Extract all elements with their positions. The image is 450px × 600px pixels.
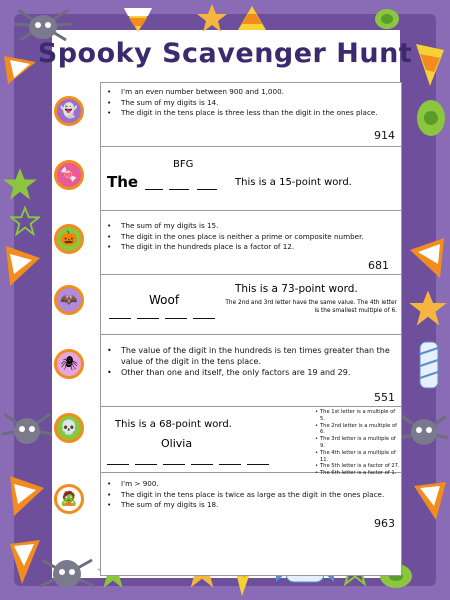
condition: • The 4th letter is a multiple of 11. (315, 450, 401, 464)
spider-icon (38, 546, 96, 600)
letter-blank (169, 188, 189, 190)
letter-blank (145, 188, 163, 190)
letter-blank (163, 463, 185, 465)
candy-icon (414, 96, 448, 140)
star-icon (10, 206, 40, 236)
candy-corn-icon (4, 470, 48, 520)
word-prefix: The (107, 173, 139, 191)
spider-icon (0, 404, 54, 456)
candy-corn-icon (406, 232, 450, 282)
letter-blank (109, 317, 131, 319)
answer: 551 (374, 391, 395, 404)
points-text: This is a 68-point word. (115, 419, 232, 430)
spider-icon: 🕷 (60, 356, 78, 372)
candy-corn-icon (234, 4, 270, 34)
clue: • The digit in the tens place is twice as large as the digit in the ones place. (101, 490, 391, 501)
bat-medal (54, 285, 84, 315)
clue: • The digit in the ones place is neither a prime or composite number. (101, 232, 391, 243)
clue: • The sum of my digits is 14. (101, 98, 391, 109)
letter-blank (197, 188, 217, 190)
answer: 963 (374, 517, 395, 530)
clue-list (101, 221, 391, 253)
table-row (101, 83, 401, 147)
answer: 914 (374, 129, 395, 142)
table-row (101, 473, 401, 575)
clue-list (101, 345, 391, 378)
table-row (101, 275, 401, 335)
mummy-icon: 🧟 (60, 491, 78, 507)
star-icon (196, 2, 228, 34)
pumpkin-icon: 🎃 (60, 231, 78, 247)
page-title: Spooky Scavenger Hunt (37, 38, 413, 69)
candy-corn-icon (410, 478, 450, 524)
clue-list (101, 479, 391, 511)
star-icon (408, 288, 448, 328)
clue: • The sum of my digits is 18. (101, 500, 391, 511)
table-row (101, 211, 401, 275)
clue: • Other than one and itself, the only factors are 19 and 29. (101, 367, 391, 378)
star-icon (2, 166, 38, 202)
points-text: This is a 73-point word. (235, 283, 358, 295)
clue: • I'm > 900. (101, 479, 391, 490)
clue-list (101, 87, 391, 119)
letter-blank (219, 463, 241, 465)
condition: • The 3rd letter is a multiple of 9. (315, 436, 401, 450)
letter-blank (165, 317, 187, 319)
candy-icon (414, 336, 444, 394)
points-text: This is a 15-point word. (235, 177, 352, 188)
letter-blank (191, 463, 213, 465)
condition: • The 1st letter is a multiple of 5. (315, 409, 401, 423)
letter-blank (247, 463, 269, 465)
clue: • The digit in the tens place is three less than the digit in the ones place. (101, 108, 391, 119)
bat-icon: 🦇 (60, 292, 78, 308)
candy-corn-icon (120, 4, 156, 34)
candy-bucket-icon: 🍬 (60, 167, 78, 183)
letter-blank (135, 463, 157, 465)
condition: • The 5th letter is a factor of 27. (315, 463, 401, 470)
candy-corn-icon (0, 240, 44, 290)
condition: • The 2nd letter is a multiple of 6. (315, 423, 401, 437)
clue: • The value of the digit in the hundreds is ten times greater than the value of the digit in the tens place. (101, 345, 391, 367)
table-row (101, 335, 401, 407)
answer: 681 (368, 259, 389, 272)
ghost-medal (54, 96, 84, 126)
letter-blank (107, 463, 129, 465)
skeleton-icon: 💀 (60, 420, 78, 436)
clue: • The sum of my digits is 15. (101, 221, 391, 232)
ghost-icon: 👻 (60, 103, 78, 119)
candy-icon (370, 6, 404, 32)
answer: Olivia (161, 437, 193, 450)
answer: BFG (173, 159, 194, 170)
condition: • The 6th letter is a factor of 1. (315, 470, 401, 477)
mummy-medal (54, 484, 84, 514)
answer: Woof (149, 293, 180, 307)
table-row (101, 147, 401, 211)
clue-table (100, 82, 402, 576)
skeleton-medal (54, 413, 84, 443)
candy-bucket-medal (54, 160, 84, 190)
clue: • I'm an even number between 900 and 1,000. (101, 87, 391, 98)
pumpkin-medal (54, 224, 84, 254)
letter-blank (193, 317, 215, 319)
letter-blank (137, 317, 159, 319)
clue: • The digit in the hundreds place is a factor of 12. (101, 242, 391, 253)
spider-medal (54, 349, 84, 379)
spider-icon (398, 404, 450, 460)
letter-note: The 2nd and 3rd letter have the same value. The 4th letter is the smallest multiple of 6. (225, 300, 397, 314)
table-row (101, 407, 401, 477)
letter-conditions (315, 409, 401, 477)
